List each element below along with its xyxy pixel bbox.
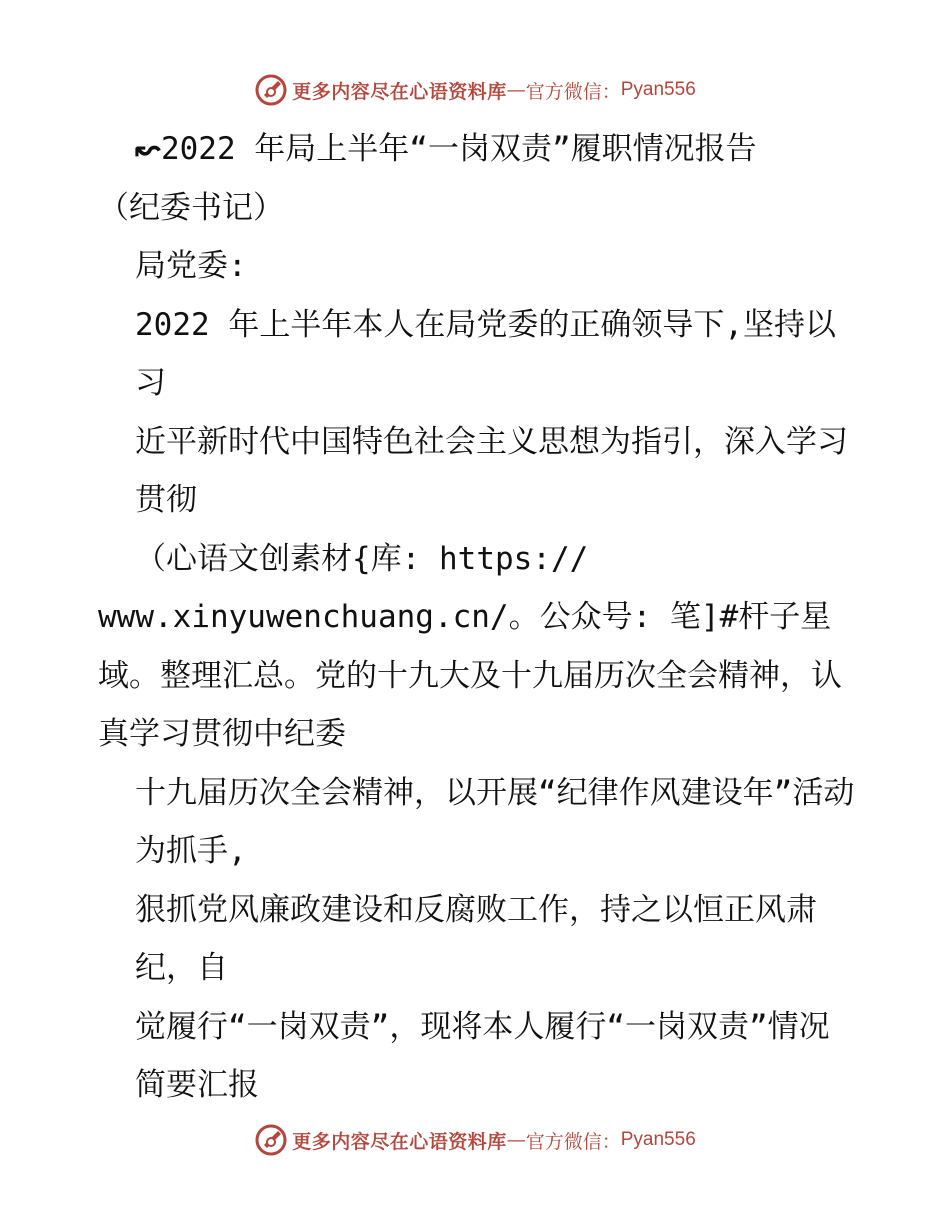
watermark-text: 更多内容尽在心语资料库 (292, 1130, 507, 1153)
watermark-dash: — (506, 1129, 526, 1151)
salutation: 局党委: (135, 248, 247, 284)
document-title (98, 120, 858, 179)
paragraph-line: 狠抓党风廉政建设和反腐败工作，持之以恒正风肃纪，自 (135, 891, 817, 986)
watermark-banner-bottom (0, 1120, 950, 1160)
title-text: 2022 年局上半年“一岗双责”履职情况报告 (160, 131, 757, 167)
document-body (98, 120, 858, 1115)
paragraph-line: 十九届历次全会精神，以开展“纪律作风建设年”活动为抓手, (135, 774, 855, 869)
leaf-bullet-icon: ↜ (135, 131, 161, 167)
paragraph-line: 觉履行“一岗双责”，现将本人履行“一岗双责”情况简要汇报 (135, 1008, 830, 1103)
paragraph-line: www.xinyuwenchuang.cn/。公众号: 笔]#杆子星域。整理汇总。党的十九大及十九届历次全会精神，认真学习贯彻中纪委 (98, 599, 842, 752)
watermark-official-label: 官方微信： (525, 80, 621, 103)
watermark-dash: — (506, 79, 526, 101)
watermark-account: Pyan556 (620, 79, 696, 100)
watermark-banner-top (0, 70, 950, 110)
brush-seal-logo-icon (254, 1123, 288, 1157)
watermark-official-label: 官方微信： (525, 1130, 621, 1153)
paragraph-line: （心语文创素材{库: https:// (135, 540, 589, 577)
paragraph-line: 近平新时代中国特色社会主义思想为指引，深入学习贯彻 (135, 423, 848, 518)
brush-seal-logo-icon (254, 73, 288, 107)
paragraph-line: 2022 年上半年本人在局党委的正确领导下,坚持以习 (135, 306, 836, 401)
watermark-text: 更多内容尽在心语资料库 (292, 80, 507, 103)
document-subtitle: （纪委书记） (98, 189, 284, 226)
watermark-account: Pyan556 (620, 1129, 696, 1150)
